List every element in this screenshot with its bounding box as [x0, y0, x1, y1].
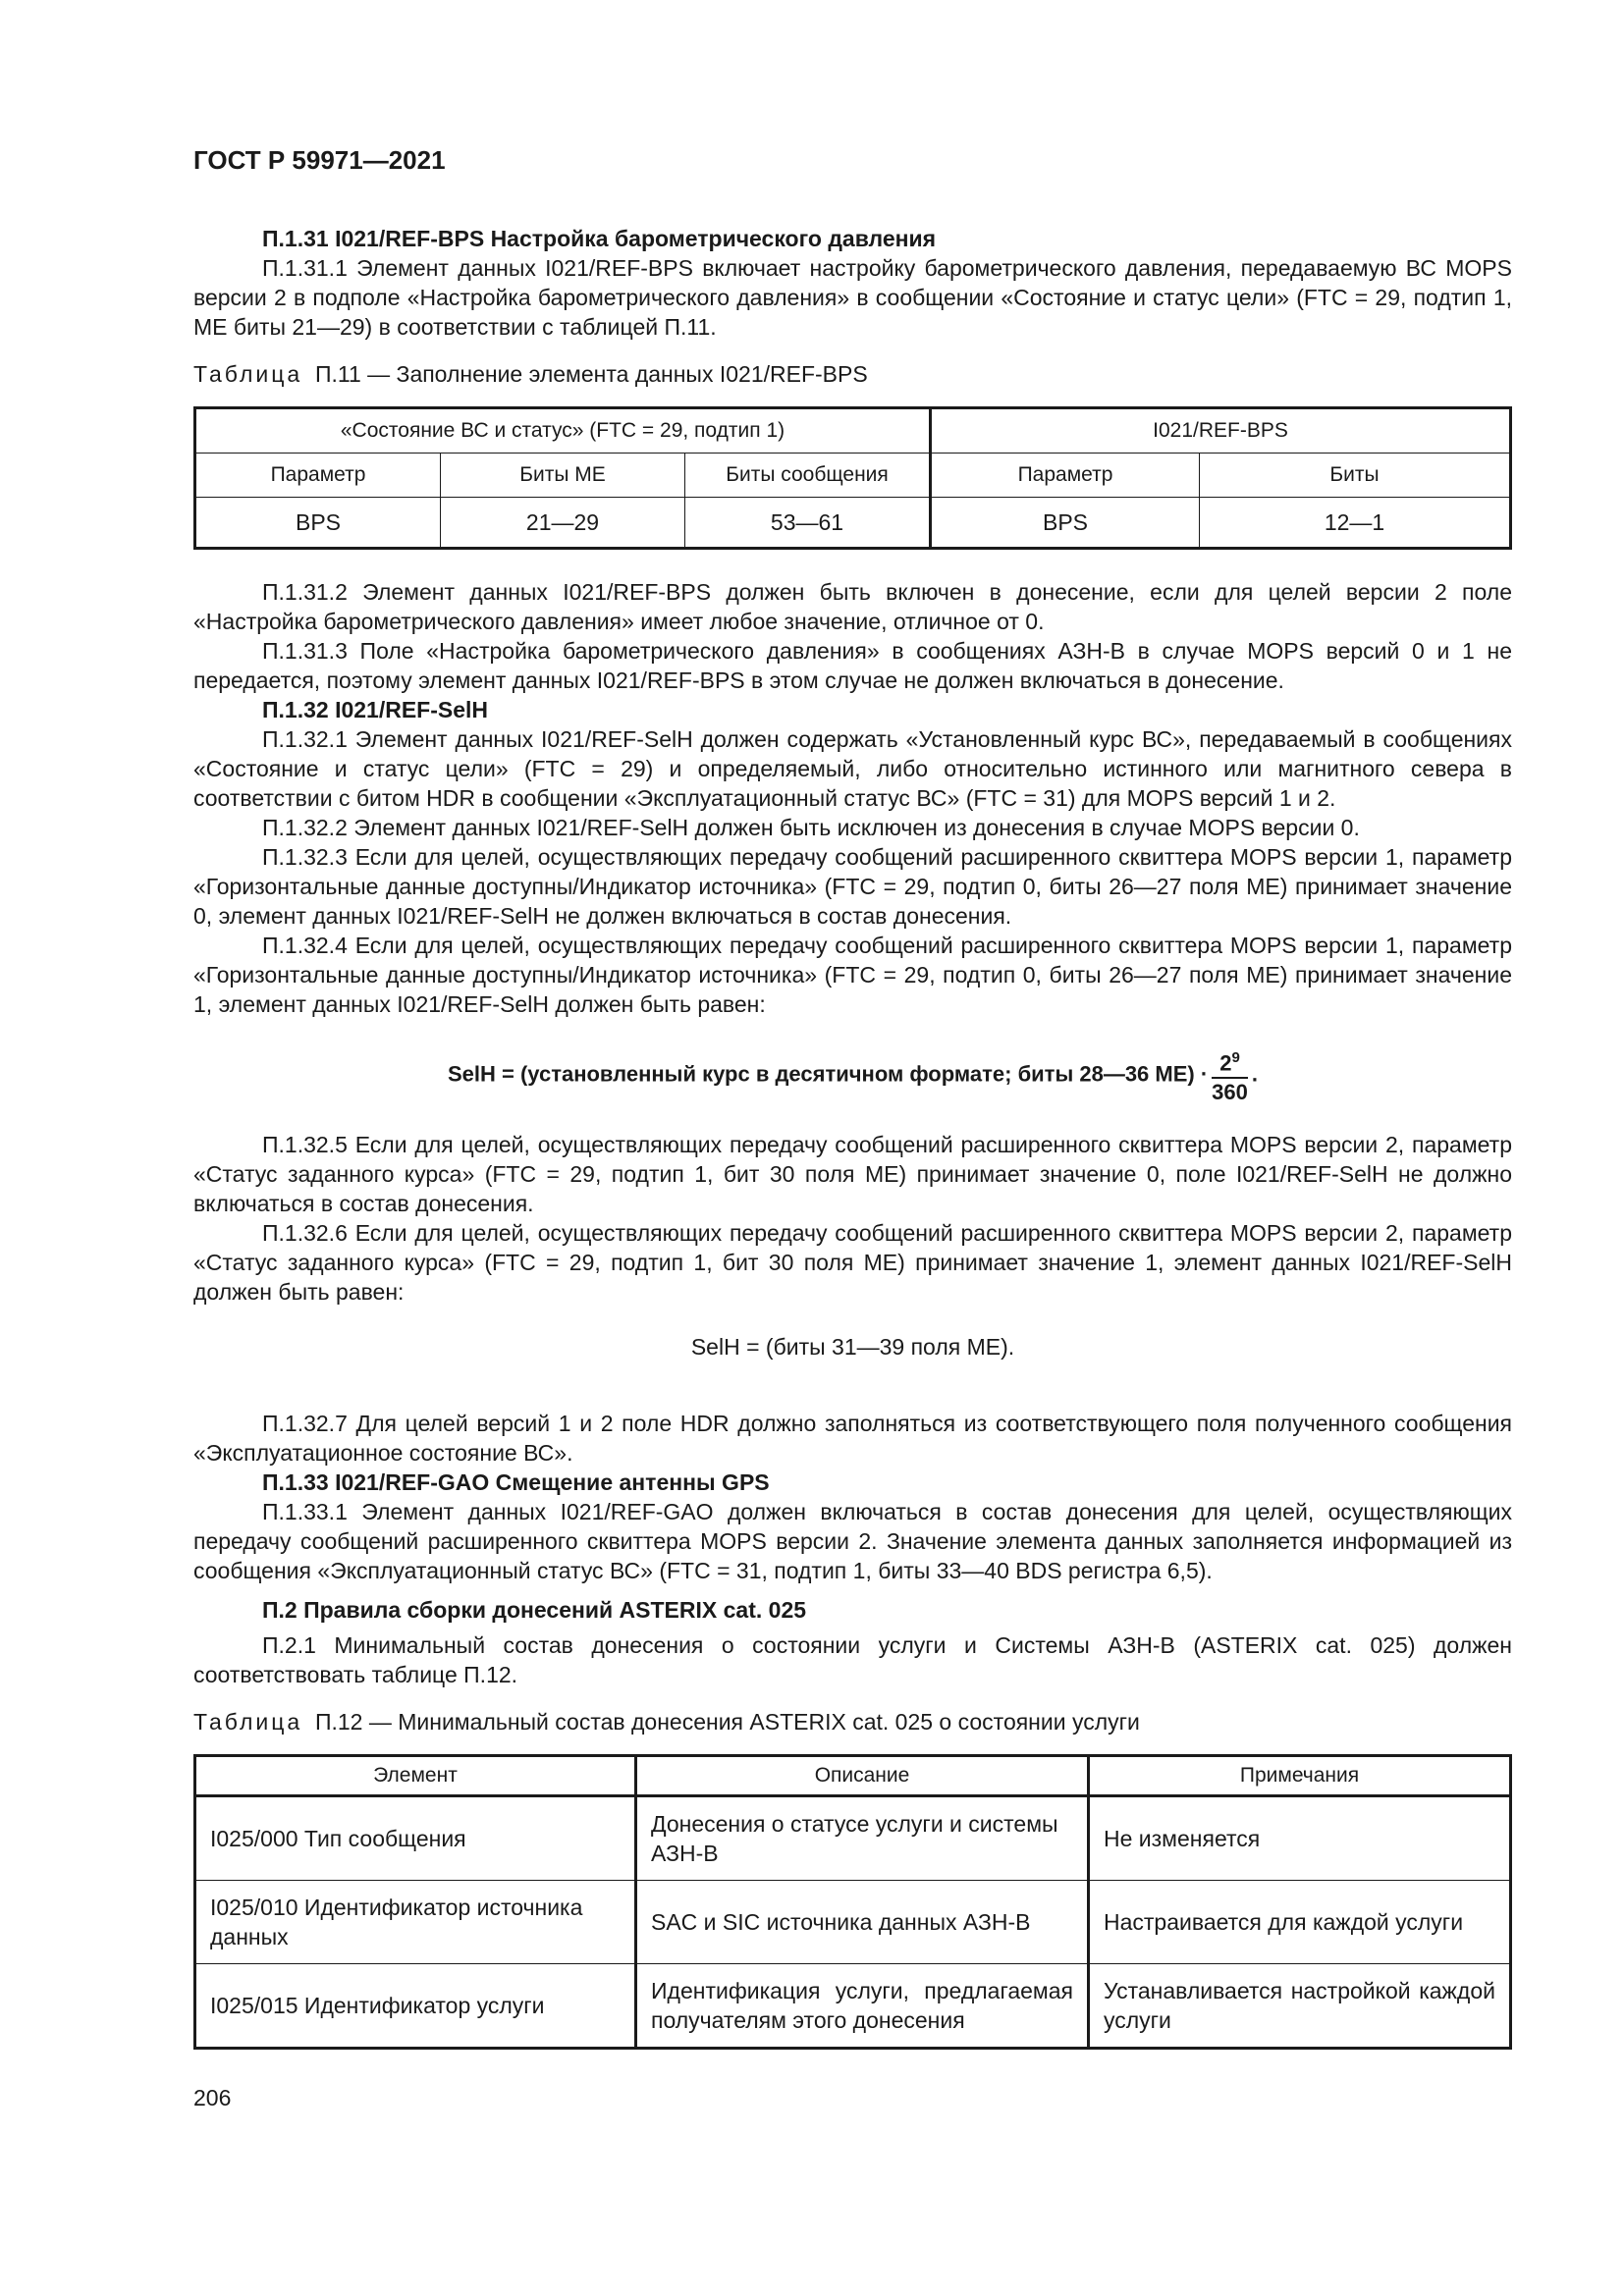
table-row: [195, 1881, 1511, 1964]
paragraph: П.1.33.1 Элемент данных I021/REF-GAO должен включаться в состав донесения для целей, осуществляющих передачу сообщений расширенного сквиттера MOPS версии 2. Значение элемента данных заполняется информацией из сообщения «Эксплуатационный статус ВС» (FTC = 31, подтип 1, биты 33—40 BDS регистра 6,5).: [193, 1499, 1512, 1584]
table-cell: BPS: [195, 498, 441, 549]
formula-num-exp: 9: [1231, 1049, 1240, 1066]
table-header-cell: Примечания: [1089, 1756, 1511, 1796]
table-caption: [193, 359, 1512, 389]
table-header-cell: Биты сообщения: [685, 454, 931, 498]
paragraph: П.1.31.3 Поле «Настройка барометрического давления» в сообщениях АЗН-В в случае MOPS версий 0 и 1 не передается, поэтому элемент данных I021/REF-BPS в этом случае не должен включаться в донесение.: [193, 638, 1512, 693]
formula-selh-bits: SelH = (биты 31—39 поля ME).: [690, 1334, 1015, 1361]
table-row: [195, 1796, 1511, 1881]
paragraph: П.1.32.5 Если для целей, осуществляющих передачу сообщений расширенного сквиттера MOPS версии 2, параметр «Статус заданного курса» (FTC = 29, подтип 1, бит 30 поля ME) принимает значение 0, поле I021/REF-SelH не должно включаться в состав донесения.: [193, 1132, 1512, 1217]
table-cell: I025/000 Тип сообщения: [195, 1796, 636, 1881]
table-caption: [193, 1707, 1512, 1736]
table-header-cell: Параметр: [931, 454, 1200, 498]
paragraph: П.1.32.2 Элемент данных I021/REF-SelH должен быть исключен из донесения в случае MOPS версии 0.: [262, 815, 1360, 840]
document-code: ГОСТ Р 59971—2021: [193, 145, 446, 175]
paragraph: П.1.31.1 Элемент данных I021/REF-BPS включает настройку барометрического давления, передаваемую ВС MOPS версии 2 в подполе «Настройка барометрического давления» в сообщении «Состояние и статус цели» (FTC = 29, подтип 1, ME биты 21—29) в соответствии с таблицей П.11.: [193, 255, 1512, 340]
formula-fraction: [1212, 1044, 1248, 1106]
table-p12: [193, 1754, 1512, 2050]
table-caption-text: П.12 — Минимальный состав донесения ASTERIX cat. 025 о состоянии услуги: [314, 1709, 1140, 1735]
table-cell: 21—29: [441, 498, 685, 549]
formula-selh: [193, 1044, 1512, 1106]
table-header-cell: Описание: [636, 1756, 1089, 1796]
section-heading-p1-32: П.1.32 I021/REF-SelH: [262, 697, 489, 722]
table-cell: Настраивается для каждой услуги: [1089, 1881, 1511, 1964]
document-page: [193, 145, 1512, 2050]
formula-tail: .: [1251, 1061, 1259, 1087]
formula-denominator: 360: [1212, 1080, 1248, 1105]
table-cell: SAC и SIC источника данных АЗН-В: [636, 1881, 1089, 1964]
table-caption-text: П.11 — Заполнение элемента данных I021/REF-BPS: [314, 361, 868, 387]
table-cell: I025/015 Идентификатор услуги: [195, 1964, 636, 2049]
section-heading-p2: П.2 Правила сборки донесений ASTERIX cat. 025: [262, 1597, 807, 1624]
table-caption-word: Таблица: [193, 361, 303, 387]
table-header-cell: Биты: [1200, 454, 1511, 498]
table-header-cell: Биты ME: [441, 454, 685, 498]
section-heading-p1-33: П.1.33 I021/REF-GAO Смещение антенны GPS: [262, 1469, 770, 1496]
table-cell: 53—61: [685, 498, 931, 549]
page-number: 206: [193, 2085, 232, 2110]
table-cell: 12—1: [1200, 498, 1511, 549]
table-header-cell: Элемент: [195, 1756, 636, 1796]
section-heading-p1-31: П.1.31 I021/REF-BPS Настройка барометрического давления: [262, 226, 937, 251]
table-header-cell: Параметр: [195, 454, 441, 498]
table-row: [195, 1964, 1511, 2049]
paragraph: П.1.32.4 Если для целей, осуществляющих передачу сообщений расширенного сквиттера MOPS версии 1, параметр «Горизонтальные данные доступны/Индикатор источника» (FTC = 29, подтип 0, биты 26—27 поля ME) принимает значение 1, элемент данных I021/REF-SelH должен быть равен:: [193, 933, 1512, 1017]
table-cell: BPS: [931, 498, 1200, 549]
formula-lhs: SelH = (установленный курс в десятичном формате; биты 28—36 ME) ·: [447, 1061, 1209, 1087]
table-cell: I025/010 Идентификатор источника данных: [195, 1881, 636, 1964]
paragraph: П.2.1 Минимальный состав донесения о состоянии услуги и Системы АЗН-В (ASTERIX cat. 025) должен соответствовать таблице П.12.: [193, 1632, 1512, 1688]
table-cell: Не изменяется: [1089, 1796, 1511, 1881]
table-group-header: I021/REF-BPS: [931, 408, 1511, 454]
table-cell: Донесения о статусе услуги и системы АЗН-В: [636, 1796, 1089, 1881]
formula-num-base: 2: [1219, 1050, 1232, 1076]
table-group-header: «Состояние ВС и статус» (FTC = 29, подтип 1): [195, 408, 931, 454]
paragraph: П.1.32.7 Для целей версий 1 и 2 поле HDR должно заполняться из соответствующего поля полученного сообщения «Эксплуатационное состояние ВС».: [193, 1411, 1512, 1467]
table-caption-word: Таблица: [193, 1709, 303, 1735]
table-p11: [193, 406, 1512, 550]
paragraph: П.1.31.2 Элемент данных I021/REF-BPS должен быть включен в донесение, если для целей версии 2 поле «Настройка барометрического давления» имеет любое значение, отличное от 0.: [193, 579, 1512, 634]
table-cell: Устанавливается настройкой каждой услуги: [1089, 1964, 1511, 2049]
paragraph: П.1.32.1 Элемент данных I021/REF-SelH должен содержать «Установленный курс ВС», передаваемый в сообщениях «Состояние и статус цели» (FTC = 29) и определяемый, либо относительно истинного или магнитного севера в соответствии с битом HDR в сообщении «Эксплуатационный статус ВС» (FTC = 31) для MOPS версий 1 и 2.: [193, 726, 1512, 811]
paragraph: П.1.32.3 Если для целей, осуществляющих передачу сообщений расширенного сквиттера MOPS версии 1, параметр «Горизонтальные данные доступны/Индикатор источника» (FTC = 29, подтип 0, биты 26—27 поля ME) принимает значение 0, элемент данных I021/REF-SelH не должен включаться в состав донесения.: [193, 844, 1512, 929]
table-cell: Идентификация услуги, предлагаемая получателям этого донесения: [636, 1964, 1089, 2049]
paragraph: П.1.32.6 Если для целей, осуществляющих передачу сообщений расширенного сквиттера MOPS версии 2, параметр «Статус заданного курса» (FTC = 29, подтип 1, бит 30 поля ME) принимает значение 1, элемент данных I021/REF-SelH должен быть равен:: [193, 1220, 1512, 1306]
